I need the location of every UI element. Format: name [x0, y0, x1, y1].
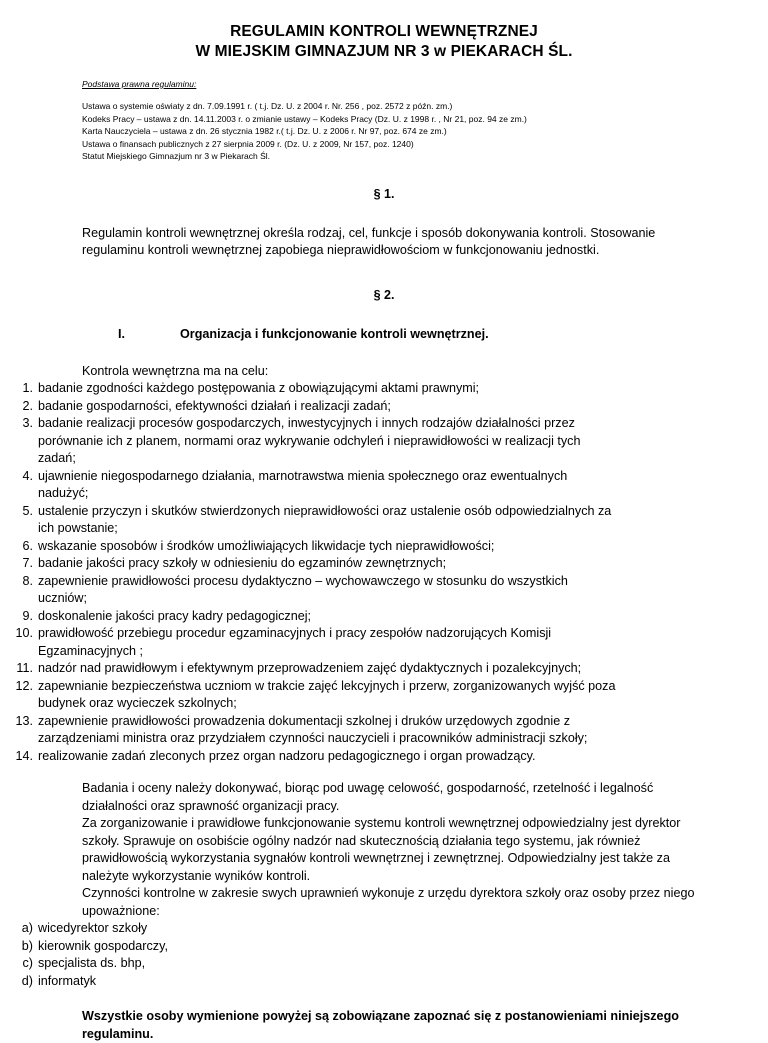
list-item: [0, 973, 616, 991]
list-item-text: zapewnienie prawidłowości procesu dydaktyczno – wychowawczego w stosunku do wszystkich uczniów;: [38, 573, 568, 605]
list-item-number: 13.: [15, 713, 33, 728]
goals-list: [0, 380, 616, 765]
list-item: [0, 608, 616, 626]
title-line-1: REGULAMIN KONTROLI WEWNĘTRZNEJ: [230, 23, 538, 40]
list-item: [0, 713, 616, 748]
title-line-2: W MIEJSKIM GIMNAZJUM NR 3 w PIEKARACH ŚL.: [195, 43, 573, 60]
list-item-text: ujawnienie niegospodarnego działania, marnotrawstwa mienia społecznego oraz ewentualnych nadużyć;: [38, 468, 568, 500]
list-item: [0, 415, 616, 468]
section-1-sign: § 1.: [373, 186, 395, 201]
list-item-number: 8.: [22, 573, 33, 588]
list-item: [0, 380, 616, 398]
authorized-persons-list: [0, 920, 616, 990]
list-item-text: zapewnianie bezpieczeństwa uczniom w trakcie zajęć lekcyjnych i przerw, zorganizowanych wyjść poza budynek oraz wycieczek szkolnych;: [38, 678, 616, 710]
paragraph: Za zorganizowanie i prawidłowe funkcjonowanie systemu kontroli wewnętrznej odpowiedzialny jest dyrektor szkoły. Sprawuje on osobiście ogólny nadzór nad skutecznością działania tego systemu, jak również prawidłowością wykorzystania sygnałów kontroli wewnętrznej i zewnętrznej. Odpowiedzialny jest także za należyte wykorzystanie wyników kontroli.: [82, 816, 681, 883]
list-item-number: 7.: [22, 556, 33, 570]
goals-intro: Kontrola wewnętrzna ma na celu:: [82, 363, 269, 378]
section-1-text: Regulamin kontroli wewnętrznej określa rodzaj, cel, funkcje i sposób dokonywania kontroli. Stosowanie regulaminu kontroli wewnętrznej zapobiega nieprawidłowościom w funkcjonowaniu jednostki.: [82, 225, 656, 257]
list-item-text: wicedyrektor szkoły: [38, 921, 148, 935]
list-item: [0, 398, 616, 416]
list-item-text: realizowanie zadań zleconych przez organ nadzoru pedagogicznego i organ prowadzący.: [38, 748, 536, 763]
paragraph: Czynności kontrolne w zakresie swych uprawnień wykonuje z urzędu dyrektora szkoły oraz osoby przez niego upoważnione:: [82, 886, 695, 918]
list-item-number: 9.: [22, 608, 33, 623]
section-2-sign: § 2.: [373, 287, 395, 302]
list-item-letter: b): [21, 938, 33, 953]
chapter-heading: [0, 327, 768, 345]
list-item-number: 11.: [16, 661, 33, 675]
list-item-number: 10.: [15, 626, 33, 640]
legal-basis: [82, 78, 702, 163]
list-item: [0, 573, 616, 608]
list-item: [0, 678, 616, 713]
list-item-text: ustalenie przyczyn i skutków stwierdzonych nieprawidłowości oraz ustalenie osób odpowiedzialnych za ich powstanie;: [38, 503, 612, 535]
list-item-letter: c): [22, 956, 33, 970]
legal-basis-line: Ustawa o systemie oświaty z dn. 7.09.1991 r. ( t.j. Dz. U. z 2004 r. Nr. 256 , poz. 2572 z późn. zm.): [82, 101, 453, 111]
list-item-letter: a): [21, 921, 33, 935]
list-item: [0, 938, 616, 956]
list-item: [0, 748, 616, 766]
list-item-text: badanie realizacji procesów gospodarczych, inwestycyjnych i innych rodzajów działalności przez porównanie ich z planem, normami oraz wykrywanie odchyleń i nieprawidłowości w realizacji tych zadań;: [38, 416, 581, 465]
list-item-text: informatyk: [38, 973, 97, 988]
legal-basis-heading: Podstawa prawna regulaminu:: [82, 79, 197, 89]
list-item-number: 1.: [22, 381, 33, 395]
list-item-text: doskonalenie jakości pracy kadry pedagogicznej;: [38, 608, 312, 623]
legal-basis-line: Karta Nauczyciela – ustawa z dn. 26 stycznia 1982 r.( t.j. Dz. U. z 2006 r. Nr 97, poz. 674 ze zm.): [82, 126, 447, 136]
legal-basis-line: Kodeks Pracy – ustawa z dn. 14.11.2003 r. o zmianie ustawy – Kodeks Pracy (Dz. U. z 1998 r. , Nr 21, poz. 94 ze zm.): [82, 113, 527, 124]
list-item-text: badanie zgodności każdego postępowania z obowiązującymi aktami prawnymi;: [38, 381, 480, 395]
list-item-text: nadzór nad prawidłowym i efektywnym przeprowadzeniem zajęć dydaktycznych i pozalekcyjnych;: [38, 661, 582, 675]
list-item-number: 3.: [22, 416, 33, 430]
paragraph: Badania i oceny należy dokonywać, biorąc pod uwagę celowość, gospodarność, rzetelność i legalność działalności oraz sprawność organizacji pracy.: [82, 781, 654, 813]
list-item-number: 5.: [22, 503, 33, 518]
list-item-text: badanie gospodarności, efektywności działań i realizacji zadań;: [38, 398, 391, 413]
list-item: [0, 625, 616, 660]
list-item-text: prawidłowość przebiegu procedur egzaminacyjnych i pracy zespołów nadzorujących Komisji Egzaminacyjnych ;: [38, 626, 552, 658]
closing-statement: Wszystkie osoby wymienione powyżej są zobowiązane zapoznać się z postanowieniami niniejszego regulaminu.: [82, 1009, 679, 1041]
chapter-title: Organizacja i funkcjonowanie kontroli wewnętrznej.: [180, 326, 489, 341]
legal-basis-line: Ustawa o finansach publicznych z 27 sierpnia 2009 r. (Dz. U. z 2009, Nr 157, poz. 1240): [82, 138, 414, 149]
list-item: [0, 538, 616, 556]
list-item-text: badanie jakości pracy szkoły w odniesieniu do egzaminów zewnętrznych;: [38, 556, 447, 570]
list-item: [0, 503, 616, 538]
list-item-number: 6.: [22, 538, 33, 553]
list-item-text: kierownik gospodarczy,: [38, 938, 168, 953]
list-item: [0, 955, 616, 973]
list-item-number: 12.: [15, 678, 33, 693]
list-item-text: specjalista ds. bhp,: [38, 956, 146, 970]
list-item-number: 14.: [15, 748, 33, 763]
chapter-number: I.: [118, 326, 125, 341]
list-item-text: zapewnienie prawidłowości prowadzenia dokumentacji szkolnej i druków urzędowych zgodnie z zarządzeniami ministra oraz przydziałem czynności nauczycieli i pracowników administracji szkoły;: [38, 713, 588, 745]
list-item: [0, 468, 616, 503]
list-item: [0, 660, 616, 678]
list-item-letter: d): [21, 973, 33, 988]
list-item-text: wskazanie sposobów i środków umożliwiających likwidacje tych nieprawidłowości;: [38, 538, 495, 553]
list-item: [0, 920, 616, 938]
list-item-number: 2.: [22, 398, 33, 413]
list-item-number: 4.: [22, 468, 33, 483]
list-item: [0, 555, 616, 573]
legal-basis-line: Statut Miejskiego Gimnazjum nr 3 w Piekarach Śl.: [82, 151, 271, 161]
document-title: [0, 0, 768, 62]
